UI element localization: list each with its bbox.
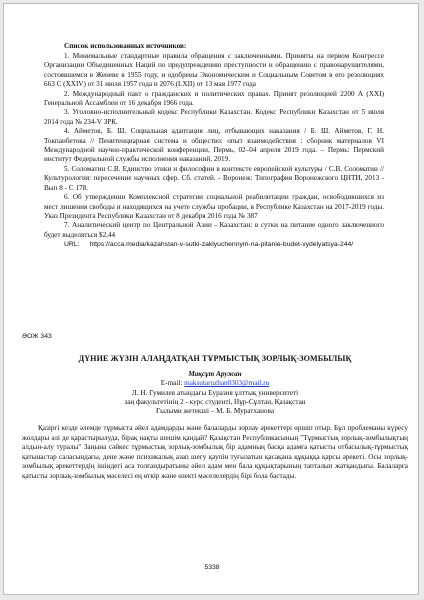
affiliation-university: Л. Н. Гумилев атындағы Еуразия ұлттық университеті xyxy=(131,388,299,397)
reference-item: 4. Айметов, Б. Ш. Социальная адаптация лиц, отбывающих наказания / Б. Ш. Айметов, Г. Н. Токпанбетова // Пенитенциарная система и общество: опыт взаимодействия : сборник материалов VI Международной научно-практической конференции, Пермь, 02–04 апреля 2019 года. – Пермь: Пермский институт Федеральной службы исполнения наказаний, 2019. xyxy=(44,127,384,164)
url-label: URL: xyxy=(64,241,80,249)
references-section xyxy=(44,42,384,250)
body-paragraph: Қазіргі кезде әлемде тұрмыста әйел адамдарды және балаларды зорлау әрекеттері өршіп отыр. Бұл проблеманы күресу жолдары әлі де қарастырылуда, бірақ нақты шешім қандай? Қазақстан Республикасының "Тұрмыстық зорлық-зомбылықтың алдын-алу туралы" Заңына сәйкес тұрмыстық зорлық-зомбылық бір адамның басқа адамға қатысты отбасылық-тұрмыстық қатынастар саласындағы, дене және психикалық азап шегу қаупін туғызатын қасақана құқыққа қарсы әрекеті. Осы зорлық-зомбылық әрекеттердің ішіндегі аса толғандыратыны әйел адам мен бала құқықтарының тапталып жатқандығы. Балаларға қатысты зорлық-зомбылық мәселесі ең өткір және өзекті мәселелердің бірі бола бастады. xyxy=(22,424,408,480)
reference-item: 5. Соломатин С.В. Единство этики и философии в контексте европейской культуры / С.В. Соломатин // Культурология: пересечение научных сфер. Сб. статей. - Воронеж: Типография Воронежского ЦНТИ, 2013 - Вып 8 - С 178. xyxy=(44,164,384,192)
reference-item: 1. Минимальные стандартные правила обращения с заключенными. Приняты на первом Конгрессе Организации Объединенных Наций по предупреждению преступности и обращению с правонарушителями, состоявшемся в Женеве в 1955 году, и одобрены Экономическим и Социальным Советом в его резолюциях 663 С (XXIV) от 31 июля 1957 года и 2076 (LXII) от 13 мая 1977 года xyxy=(44,52,384,89)
reference-item: 2. Международный пакт о гражданских и политических правах. Принят резолюцией 2200 А (XXI) Генеральной Ассамблеи от 16 декабря 1966 года. xyxy=(44,89,384,108)
article-body xyxy=(22,424,408,482)
author-block xyxy=(22,370,408,416)
page-number: 5338 xyxy=(204,564,220,571)
supervisor: Ғылыми жетекші – М. Б. Муратханова xyxy=(155,407,275,416)
reference-item: 3. Уголовно-исполнительный кодекс Республики Казахстан. Кодекс Республики Казахстан от 5 июля 2014 года № 234-V ЗРК. xyxy=(44,108,384,126)
email-link[interactable]: maksutaruzhan0303@mail.ru xyxy=(184,379,270,388)
references-heading: Список использованных источников: xyxy=(64,42,187,50)
reference-item: 7. Аналитический центр по Центральной Азии - Казахстан: в сутки на питание одного заключенного будет выделяться $2,44 xyxy=(44,221,384,239)
email-line xyxy=(22,379,408,388)
reference-url-link[interactable]: https://acca.media/kazahstan-v-sutki-zaklyuchennym-na-pitanie-budet-vydelyatsya-244/ xyxy=(89,241,354,249)
article-title: ДҮНИЕ ЖҮЗІН АЛАҢДАТҚАН ТҰРМЫСТЫҚ ЗОРЛЫҚ-ЗОМБЫЛЫҚ xyxy=(78,354,352,363)
udc-code: ӘОЖ 343 xyxy=(22,333,52,340)
reference-item: 6. Об утверждении Комплексной стратегии социальной реабилитации граждан, освободившихся из мест лишения свободы и находящихся на учете службы пробации, в Республике Казахстан на 2017-2019 годы. Указ Президента Республики Казахстан от 8 декабря 2016 года № 387 xyxy=(44,193,384,220)
email-label: E-mail: xyxy=(160,379,183,388)
document-page xyxy=(3,3,419,595)
reference-url-line xyxy=(44,240,384,249)
affiliation-student: заң факультетінің 2 - курс студенті, Нұр-Сұлтан, Қазақстан xyxy=(124,397,306,406)
author-name: Мақсұт Аружан xyxy=(188,370,242,378)
